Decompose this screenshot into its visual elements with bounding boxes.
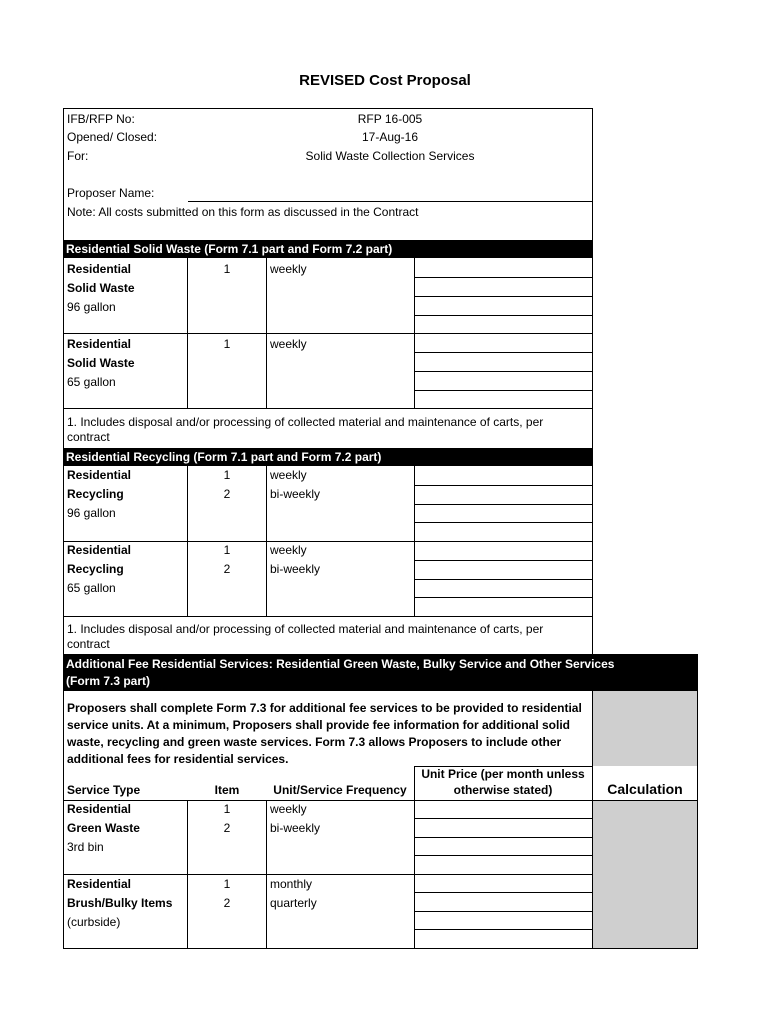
s3b2-line2: Brush/Bulky Items: [67, 896, 173, 910]
s3b2-line1: Residential: [67, 877, 132, 891]
s1b1-line1: Residential: [67, 262, 132, 276]
opened-value: 17-Aug-16: [361, 130, 419, 144]
s3-block-separator: [63, 874, 592, 875]
proposer-label: Proposer Name:: [67, 186, 155, 200]
for-value: Solid Waste Collection Services: [305, 149, 475, 163]
s3b1-line3: 3rd bin: [67, 840, 104, 854]
col-service-type: Service Type: [67, 783, 141, 797]
proposer-name-line[interactable]: [188, 201, 592, 202]
s3b2-freq2: quarterly: [270, 896, 317, 910]
price-cell-line: [414, 818, 592, 819]
price-cell-line: [414, 560, 592, 561]
price-cell-line: [414, 579, 592, 580]
s2-block-separator: [63, 541, 592, 542]
s2-footnote: 1. Includes disposal and/or processing of collected material and maintenance of carts, per contract: [67, 622, 544, 651]
price-cell-line: [414, 277, 592, 278]
price-cell-line: [414, 390, 592, 391]
price-cell-line: [414, 929, 592, 930]
s1b2-line3: 65 gallon: [67, 375, 116, 389]
s3-instructions: Proposers shall complete Form 7.3 for additional fee services to be provided to residential service units. At a minimum, Proposers shall provide fee information for additional solid waste, recycling and green waste services. Form 7.3 allows Proposers to include other additional fees for residential services.: [67, 701, 582, 766]
col-calculation: Calculation: [607, 781, 683, 797]
s3b2-line3: (curbside): [67, 915, 121, 929]
frame-left: [63, 108, 64, 948]
col-item: Item: [214, 783, 240, 797]
price-cell-line: [414, 296, 592, 297]
price-cell-line: [414, 352, 592, 353]
s2b2-line1: Residential: [67, 543, 132, 557]
s2b1-line1: Residential: [67, 468, 132, 482]
s2b2-item1: 1: [223, 543, 231, 557]
gray-cell-bottom: [593, 800, 697, 948]
s1b2-item1: 1: [223, 337, 231, 351]
s2b1-item1: 1: [223, 468, 231, 482]
for-label: For:: [67, 149, 89, 163]
s2b2-freq2: bi-weekly: [270, 562, 321, 576]
ifb-label: IFB/RFP No:: [67, 112, 135, 126]
section2-header: Residential Recycling (Form 7.1 part and Form 7.2 part): [63, 448, 593, 466]
ifb-value: RFP 16-005: [357, 112, 423, 126]
s2b2-line3: 65 gallon: [67, 581, 116, 595]
s2b2-item2: 2: [223, 562, 231, 576]
s3b2-item2: 2: [223, 896, 231, 910]
s2b2-freq1: weekly: [270, 543, 307, 557]
price-cell-line: [414, 371, 592, 372]
s3b1-freq1: weekly: [270, 802, 307, 816]
frame-top: [63, 108, 593, 109]
s1b2-freq1: weekly: [270, 337, 307, 351]
s3b1-item1: 1: [223, 802, 231, 816]
s1-block-separator: [63, 333, 592, 334]
price-cell-line: [414, 911, 592, 912]
s2b1-item2: 2: [223, 487, 231, 501]
s3-bottom-line: [63, 948, 698, 949]
price-cell-line: [414, 855, 592, 856]
s2b1-line2: Recycling: [67, 487, 124, 501]
s3b2-item1: 1: [223, 877, 231, 891]
s1b2-line1: Residential: [67, 337, 132, 351]
s3b1-freq2: bi-weekly: [270, 821, 321, 835]
price-cell-line: [414, 837, 592, 838]
s3b1-item2: 2: [223, 821, 231, 835]
s1b1-line3: 96 gallon: [67, 300, 116, 314]
price-cell-line: [414, 597, 592, 598]
frame-right-outer: [697, 691, 698, 948]
s3b1-line1: Residential: [67, 802, 132, 816]
price-cell-line: [414, 504, 592, 505]
section3-header: Additional Fee Residential Services: Residential Green Waste, Bulky Service and Other Services (Form 7.3 part): [63, 654, 698, 691]
opened-label: Opened/ Closed:: [67, 130, 158, 144]
s3-header-bottom-line: [63, 800, 698, 801]
s2b1-line3: 96 gallon: [67, 506, 116, 520]
form-title: REVISED Cost Proposal: [299, 72, 471, 89]
s1b2-line2: Solid Waste: [67, 356, 135, 370]
col-frequency: Unit/Service Frequency: [273, 783, 407, 797]
s1b1-item1: 1: [223, 262, 231, 276]
s2b1-freq1: weekly: [270, 468, 307, 482]
s1b1-line2: Solid Waste: [67, 281, 135, 295]
s2-bottom-line: [63, 616, 592, 617]
s3b2-freq1: monthly: [270, 877, 313, 891]
price-cell-line: [414, 892, 592, 893]
price-cell-line: [414, 522, 592, 523]
s2b2-line2: Recycling: [67, 562, 124, 576]
s2b1-freq2: bi-weekly: [270, 487, 321, 501]
price-cell-line: [414, 315, 592, 316]
frame-right: [592, 108, 593, 690]
s1-bottom-line: [63, 408, 592, 409]
s3b1-line2: Green Waste: [67, 821, 140, 835]
s1-footnote: 1. Includes disposal and/or processing of collected material and maintenance of carts, per contract: [67, 415, 544, 444]
price-cell-line: [414, 485, 592, 486]
section1-header: Residential Solid Waste (Form 7.1 part and Form 7.2 part): [63, 240, 593, 258]
gray-cell-top: [593, 691, 697, 766]
s1b1-freq1: weekly: [270, 262, 307, 276]
note-text: Note: All costs submitted on this form as discussed in the Contract: [67, 205, 419, 219]
col-unit-price: Unit Price (per month unless otherwise stated): [421, 767, 585, 797]
